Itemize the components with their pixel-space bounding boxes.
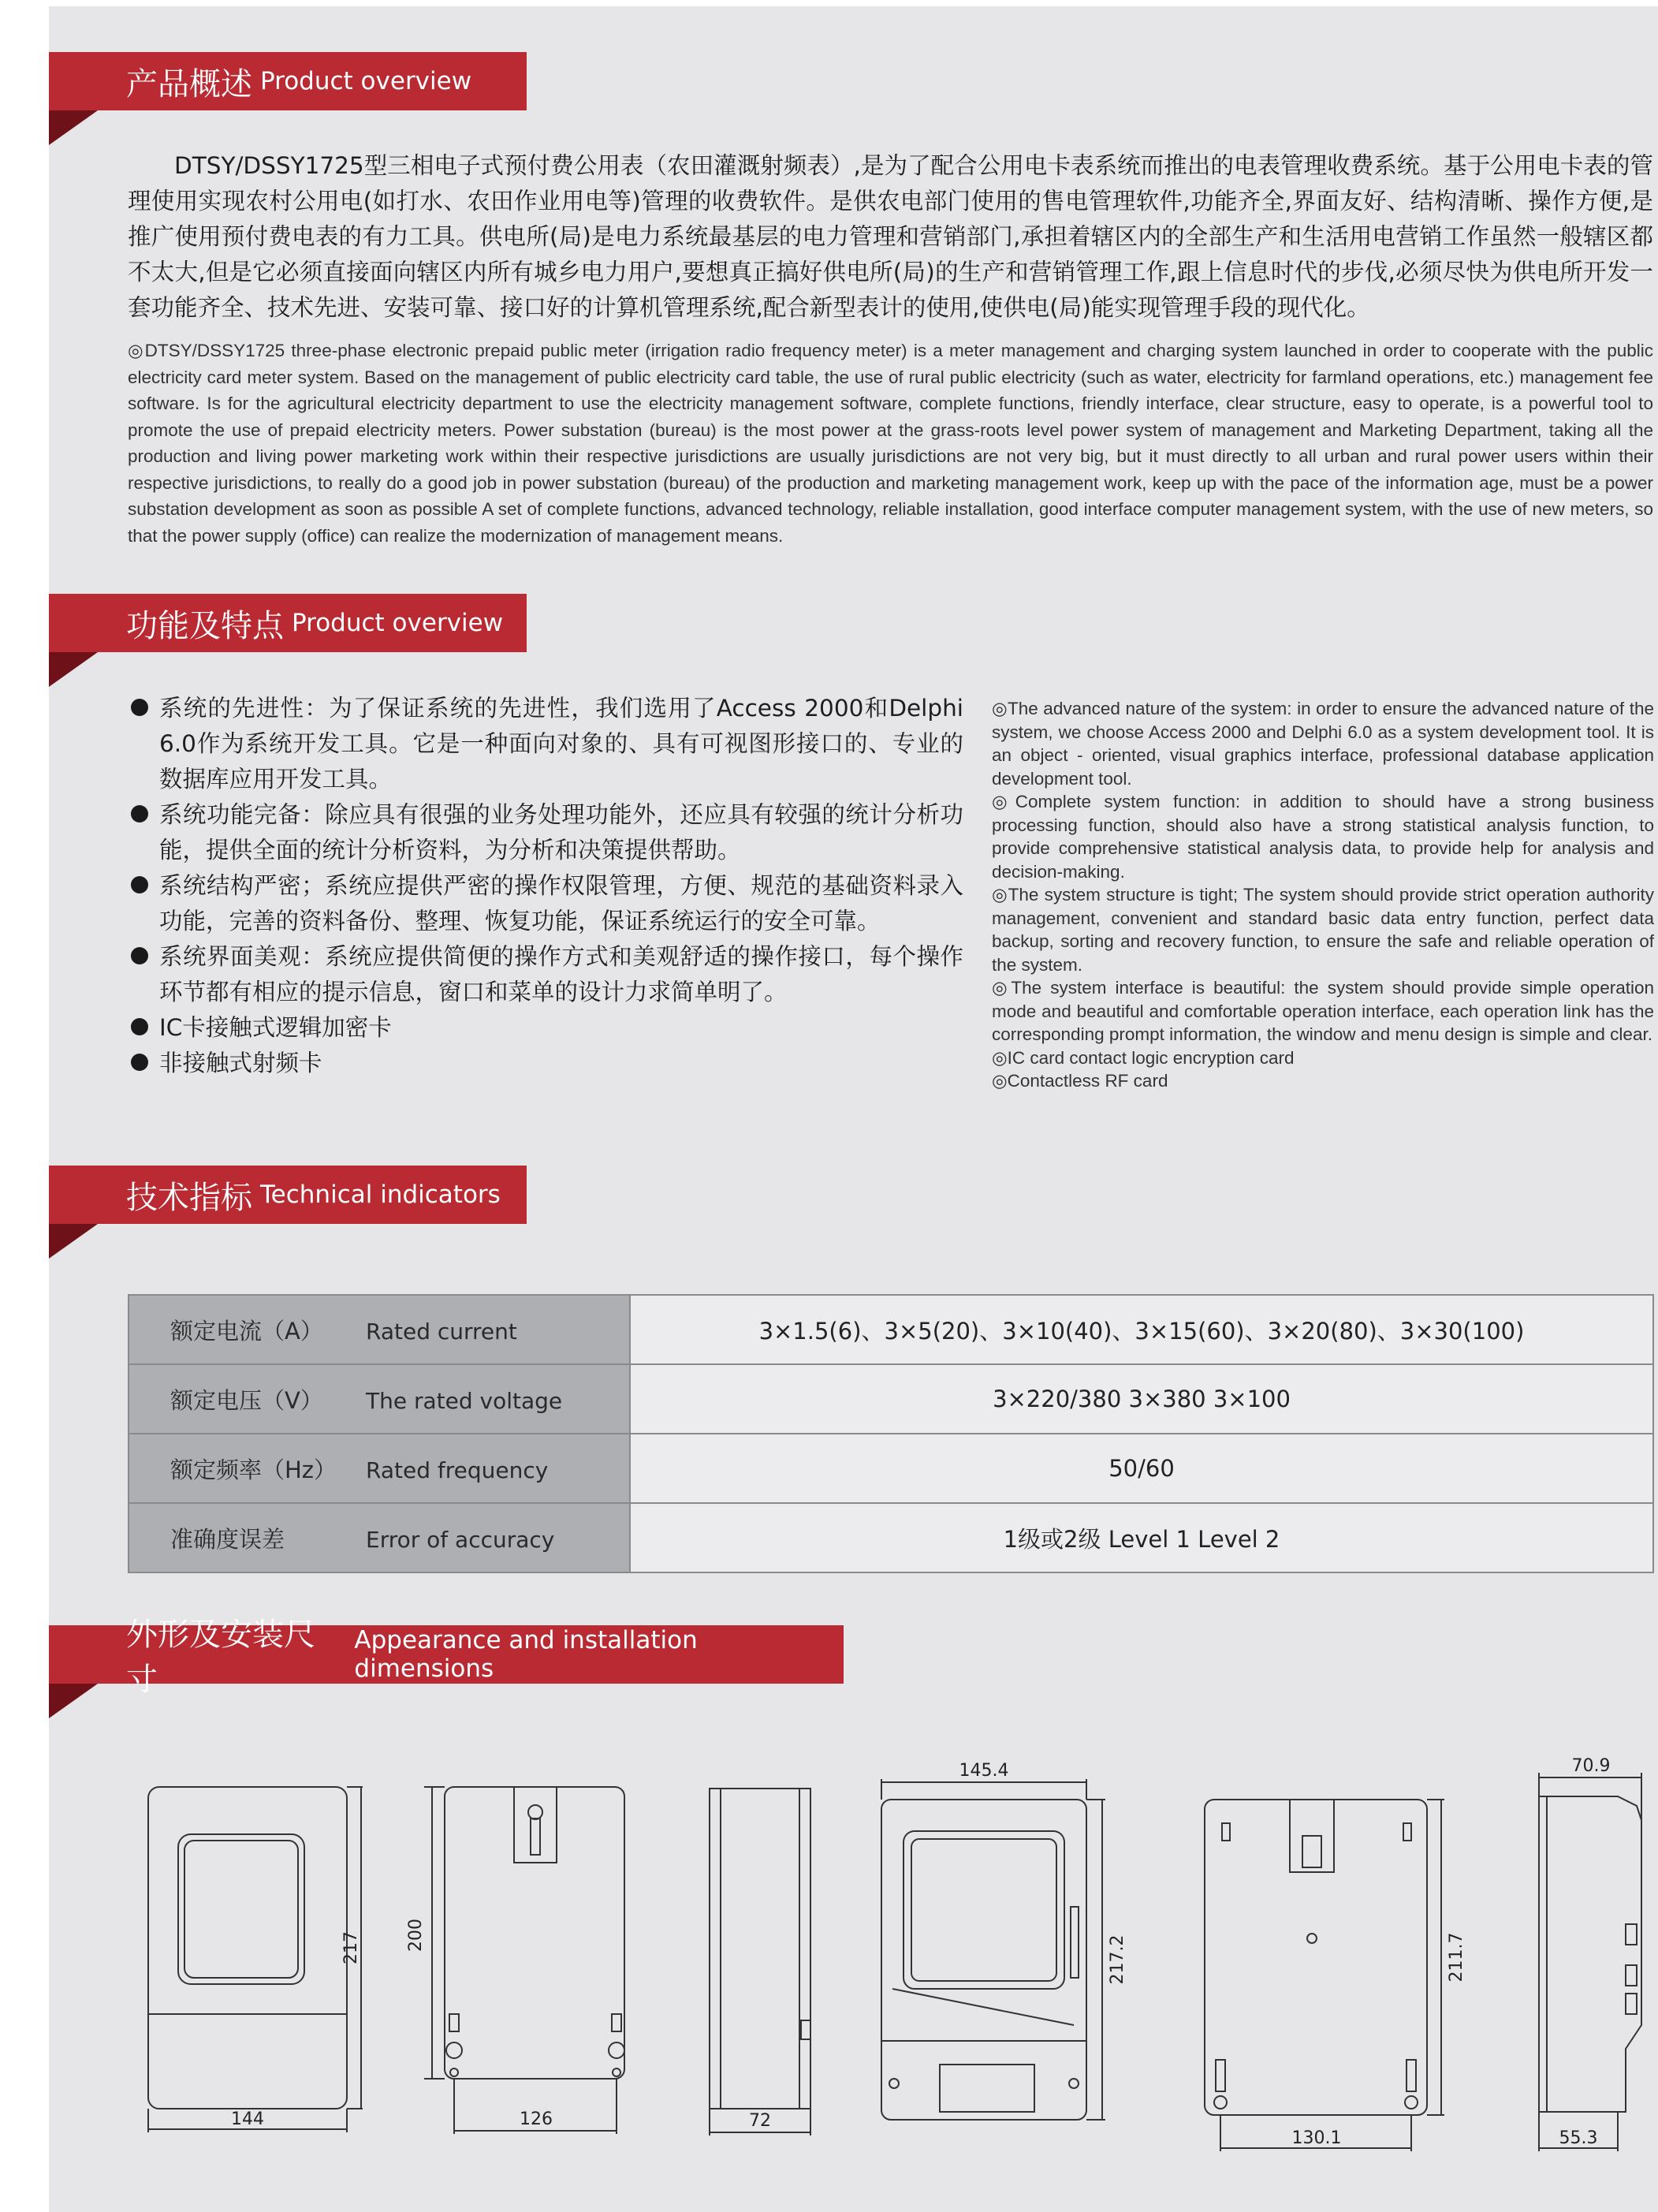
spec-value: 3×1.5(6)、3×5(20)、3×10(40)、3×15(60)、3×20(80)、3×30(100) <box>630 1295 1653 1364</box>
features-list-zh <box>128 691 963 1081</box>
bullet-dot-icon <box>131 876 148 893</box>
section-title-zh: 产品概述 <box>126 65 252 103</box>
banner-fold <box>49 1224 98 1259</box>
banner-fold <box>49 652 98 687</box>
section-title-en: Product overview <box>260 67 472 95</box>
section-title-zh: 外形及安装尺寸 <box>126 1617 315 1698</box>
dim-label: 72 <box>749 2111 771 2131</box>
feature-item: 系统功能完备：除应具有很强的业务处理功能外，还应具有较强的统计分析功能，提供全面的统计分析资料，为分析和决策提供帮助。 <box>128 797 963 868</box>
spec-value: 1级或2级 Level 1 Level 2 <box>630 1503 1653 1572</box>
feature-item: 系统结构严密；系统应提供严密的操作权限管理，方便、规范的基础资料录入功能，完善的资料备份、整理、恢复功能，保证系统运行的安全可靠。 <box>128 868 963 939</box>
spec-label-en: The rated voltage <box>366 1387 563 1414</box>
dim-label: 130.1 <box>1291 2128 1342 2148</box>
spec-label-zh: 额定电压（V） <box>170 1386 323 1414</box>
drawing-mount-view <box>1205 1800 1444 2151</box>
dim-label: 145.4 <box>959 1761 1009 1781</box>
spec-table <box>128 1294 1654 1573</box>
drawing-front-view <box>148 1787 363 2132</box>
banner-fold <box>49 110 98 145</box>
table-row <box>129 1503 1653 1572</box>
bullet-dot-icon <box>131 1018 148 1035</box>
dim-label: 55.3 <box>1559 2128 1598 2148</box>
dim-label: 200 <box>406 1919 426 1952</box>
section-title-zh: 技术指标 <box>126 1179 252 1216</box>
spec-label-en: Rated frequency <box>366 1457 549 1483</box>
bullet-dot-icon <box>131 805 148 823</box>
section-title-en: Appearance and installation dimensions <box>354 1626 698 1683</box>
feature-item-en: ◎Complete system function: in addition to should have a strong business processing function, should also have a strong statistical analysis function, to provide comprehensive statistical analysis data, to provide help for analysis and decision-making. <box>992 792 1654 882</box>
spec-label-en: Rated current <box>366 1318 517 1345</box>
overview-text-zh: DTSY/DSSY1725型三相电子式预付费公用表（农田灌溉射频表）,是为了配合公用电卡表系统而推出的电表管理收费系统。基于公用电卡表的管理使用实现农村公用电(如打水、农田作业用电等)管理的收费软件。是供农电部门使用的售电管理软件,功能齐全,界面友好、结构清晰、操作方便,是推广使用预付费电表的有力工具。供电所(局)是电力系统最基层的电力管理和营销部门,承担着辖区内的全部生产和生活用电营销工作虽然一般辖区都不太大,但是它必须直接面向辖区内所有城乡电力用户,要想真正搞好供电所(局)的生产和营销管理工作,跟上信息时代的步伐,必须尽快为供电所开发一套功能齐全、技术先进、安装可靠、接口好的计算机管理系统,配合新型表计的使用,使供电(局)能实现管理手段的现代化。 <box>128 152 1653 321</box>
feature-item: 系统界面美观：系统应提供简便的操作方式和美观舒适的操作接口，每个操作环节都有相应的提示信息，窗口和菜单的设计力求简单明了。 <box>128 939 963 1010</box>
section-header-tech <box>49 1166 527 1224</box>
dim-label: 144 <box>231 2109 264 2129</box>
section-title-en: Technical indicators <box>260 1181 501 1209</box>
spec-value: 3×220/380 3×380 3×100 <box>630 1364 1653 1434</box>
section-header-overview <box>49 52 527 110</box>
dim-label: 211.7 <box>1447 1932 1466 1983</box>
spec-label-zh: 额定频率（Hz） <box>170 1456 337 1483</box>
bullet-dot-icon <box>131 947 148 964</box>
overview-text-en: ◎DTSY/DSSY1725 three-phase electronic prepaid public meter (irrigation radio frequency meter) is a meter management and charging system launched in order to cooperate with the public electricity card meter system. Based on the management of public electricity card table, the use of rural public electricity (such as water, electricity for farmland operations, etc.) management fee software. Is for the agricultural electricity department to use the electricity management software, complete functions, friendly interface, clear structure, easy to operate, is a powerful tool to promote the use of prepaid electricity meters. Power substation (bureau) is the most power at the grass-roots level power system of management and Marketing Department, taking all the production and living power marketing work within their respective jurisdictions are usually jurisdictions are not very big, but it must directly to all urban and rural power users within their respective jurisdictions, to really do a good job in power substation (bureau) of the production and marketing management work, keep up with the pace of the information age, must be a power substation development as soon as possible A set of complete functions, advanced technology, reliable installation, good interface computer management system, with the use of new meters, so that the power supply (office) can realize the modernization of management means. <box>128 341 1653 546</box>
feature-item: IC卡接触式逻辑加密卡 <box>128 1010 963 1046</box>
section-title-en: Product overview <box>292 609 504 637</box>
dim-label: 126 <box>520 2109 553 2129</box>
table-row <box>129 1364 1653 1434</box>
spec-value: 50/60 <box>630 1434 1653 1503</box>
dimension-drawings <box>128 1749 1657 2159</box>
bullet-dot-icon <box>131 699 148 716</box>
drawing-side-view <box>710 1789 810 2136</box>
feature-item-en: ◎Contactless RF card <box>992 1071 1168 1091</box>
dim-label: 70.9 <box>1571 1756 1611 1776</box>
feature-item: 系统的先进性：为了保证系统的先进性，我们选用了Access 2000和Delphi 6.0作为系统开发工具。它是一种面向对象的、具有可视图形接口的、专业的数据库应用开发工具。 <box>128 691 963 797</box>
banner-fold <box>49 1684 98 1718</box>
dim-label: 217.2 <box>1108 1934 1127 1985</box>
feature-item-en: ◎IC card contact logic encryption card <box>992 1047 1295 1068</box>
drawing-front-open-view <box>881 1779 1105 2120</box>
drawing-side-profile-view <box>1539 1773 1641 2151</box>
table-row <box>129 1295 1653 1364</box>
feature-item-en: ◎The system structure is tight; The system should provide strict operation authority management, convenient and standard basic data entry function, perfect data backup, sorting and recovery function, to ensure the safe and reliable operation of the system. <box>992 885 1654 975</box>
bullet-dot-icon <box>131 1054 148 1071</box>
section-header-features <box>49 594 527 652</box>
dim-label: 217 <box>341 1931 361 1964</box>
spec-label-zh: 准确度误差 <box>170 1525 285 1553</box>
feature-item: 非接触式射频卡 <box>128 1046 963 1081</box>
features-list-en <box>992 697 1654 1093</box>
drawing-back-view <box>424 1787 624 2134</box>
page-background <box>49 6 1658 2212</box>
section-header-dims <box>49 1617 844 1698</box>
spec-label-zh: 额定电流（A） <box>170 1317 323 1345</box>
table-row <box>129 1434 1653 1503</box>
feature-item-en: ◎The advanced nature of the system: in order to ensure the advanced nature of the system, we choose Access 2000 and Delphi 6.0 as a system development tool. It is an object - oriented, visual graphics interface, professional database application development tool. <box>992 699 1654 789</box>
feature-item-en: ◎The system interface is beautiful: the system should provide simple operation mode and beautiful and comfortable operation interface, each operation link has the corresponding prompt information, the window and menu design is simple and clear. <box>992 978 1654 1044</box>
section-title-zh: 功能及特点 <box>126 607 284 644</box>
spec-label-en: Error of accuracy <box>366 1526 555 1553</box>
